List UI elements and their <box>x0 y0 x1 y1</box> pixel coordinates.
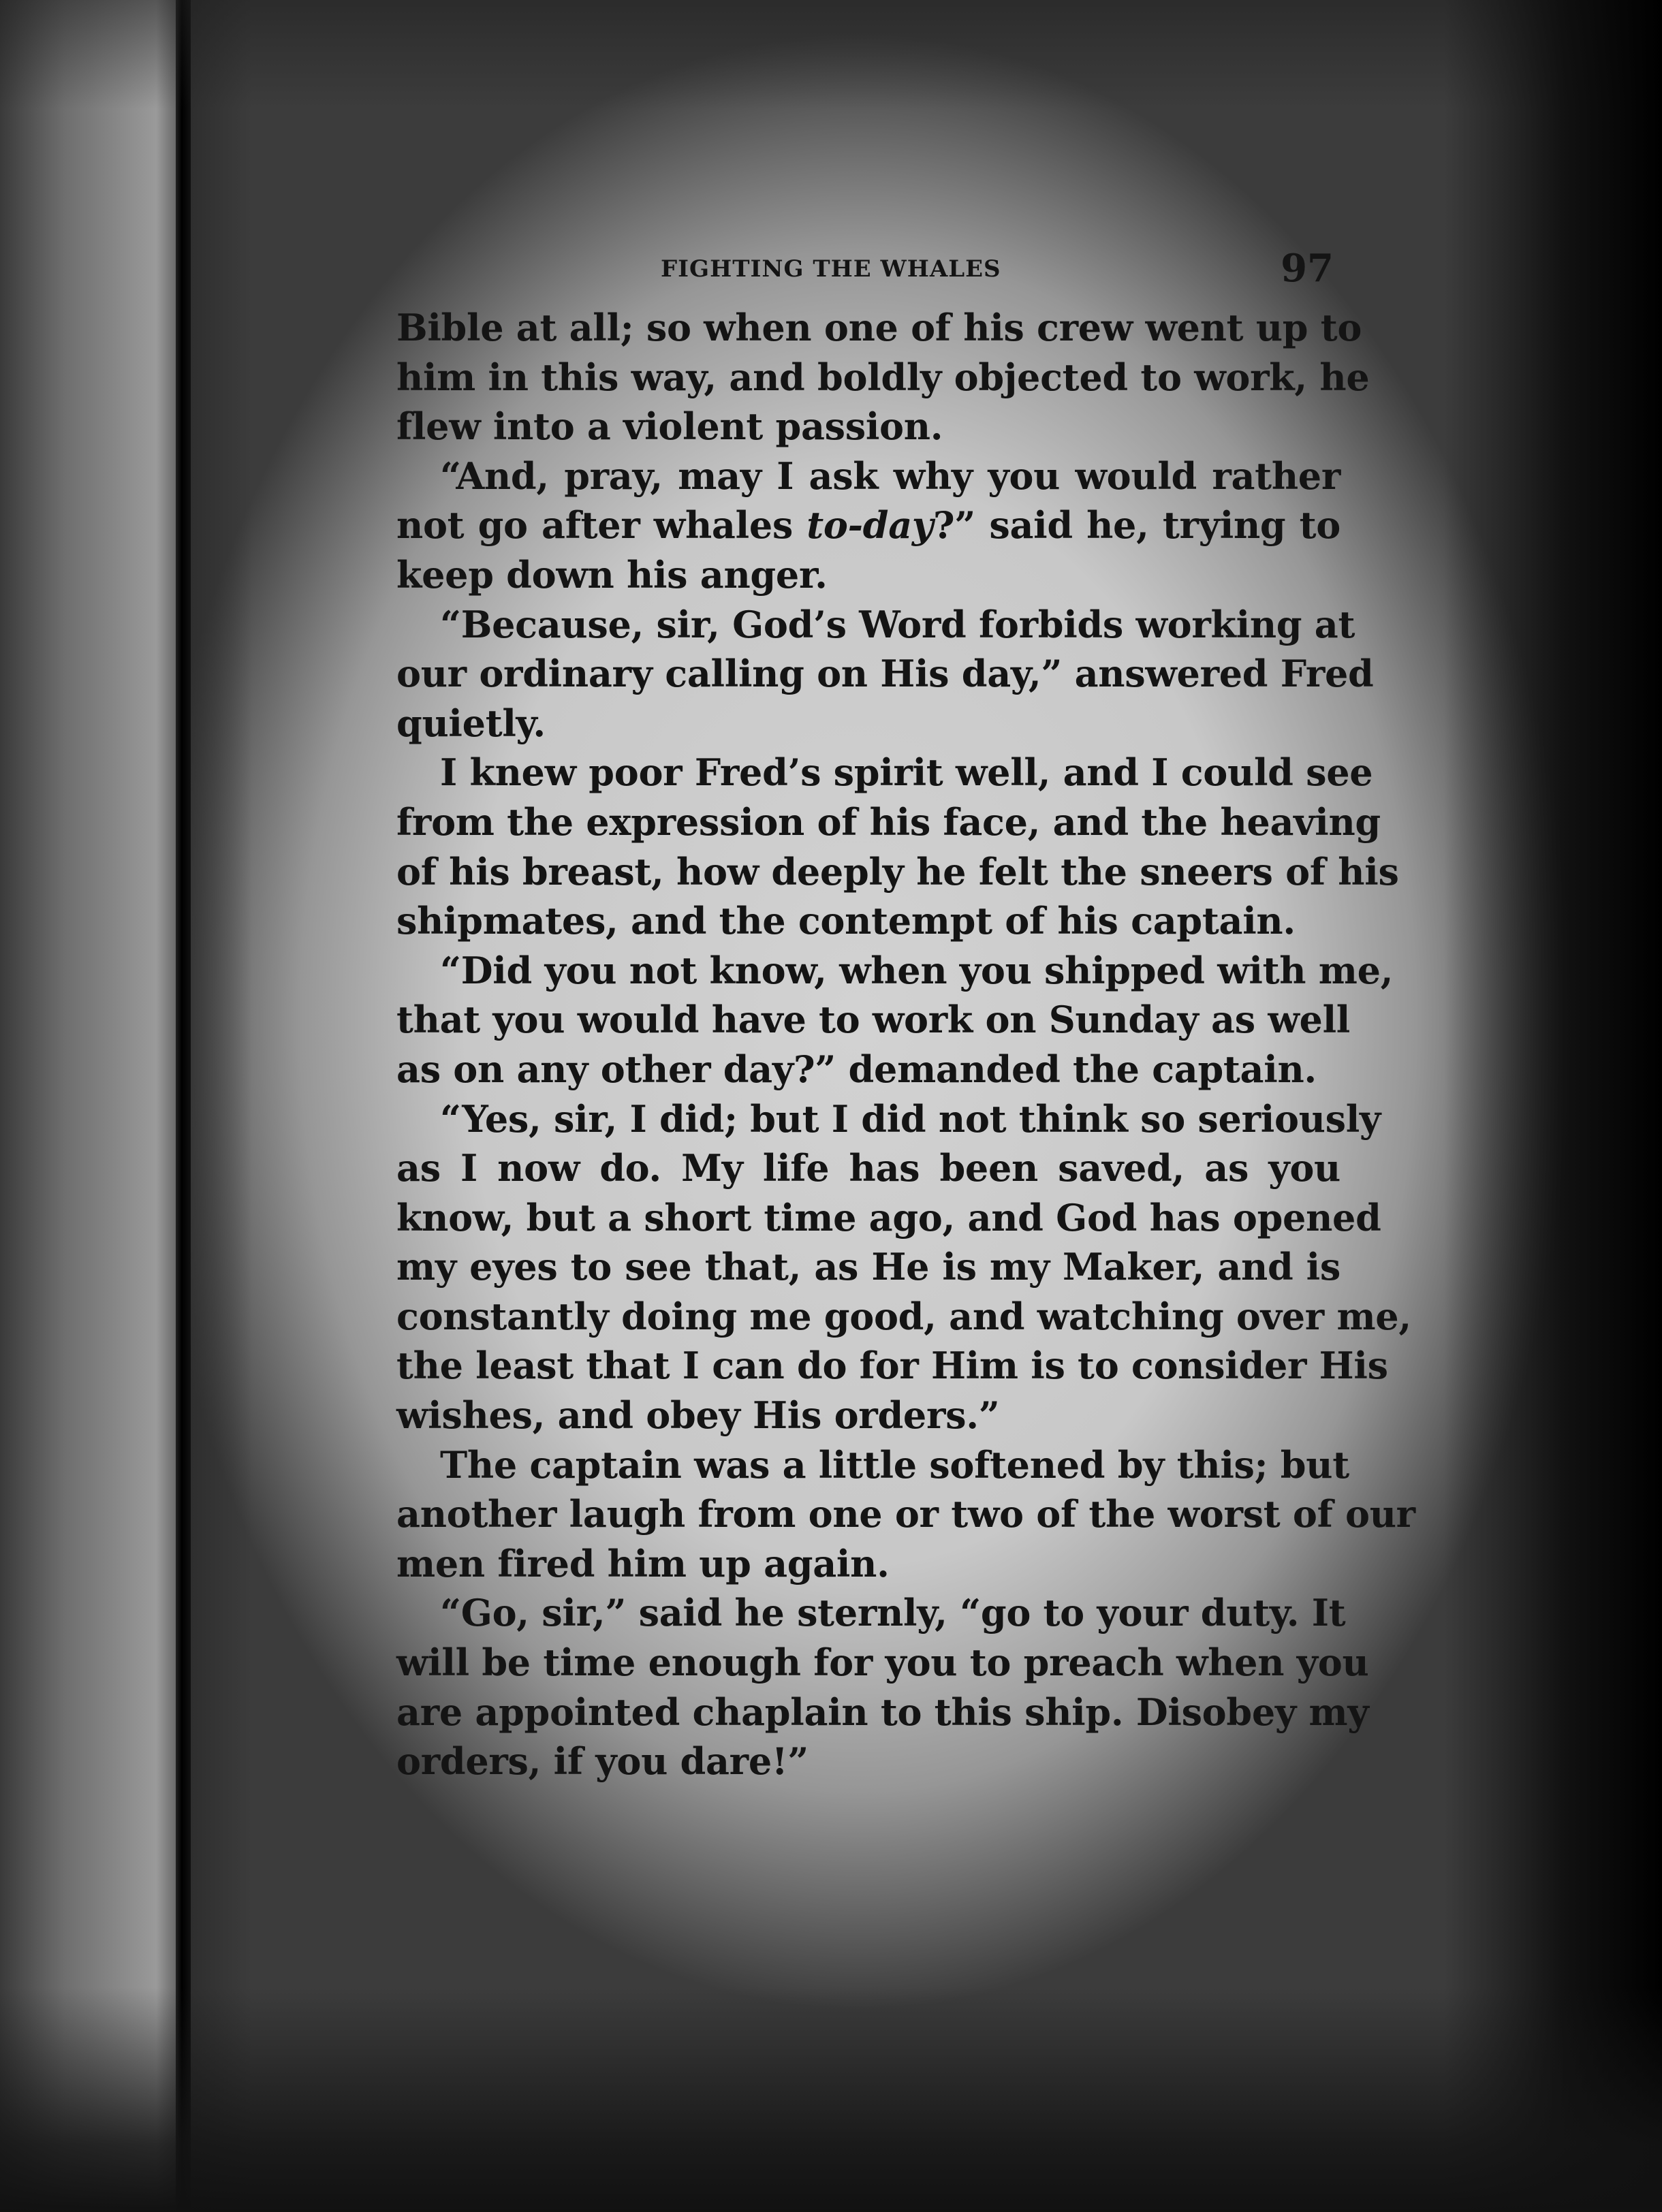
paragraph <box>396 452 1340 600</box>
text-line: quietly. <box>396 701 546 745</box>
italic-word: to-day <box>806 503 933 548</box>
text-line: constantly doing me good, and watching over me, <box>396 1294 1411 1338</box>
text-line: the least that I can do for Him is to consider His <box>396 1344 1388 1388</box>
text-line: “Go, sir,” said he sternly, “go to your duty. It <box>440 1591 1346 1635</box>
page-header <box>396 242 1340 303</box>
gutter-shadow <box>191 0 252 2212</box>
page-number: 97 <box>1281 246 1334 291</box>
right-shadow <box>1444 0 1662 2212</box>
text-line: are appointed chaplain to this ship. Disobey my <box>396 1690 1369 1734</box>
paragraph <box>396 303 1370 452</box>
text-line: of his breast, how deeply he felt the sneers of his <box>396 849 1399 894</box>
text-line: orders, if you dare!” <box>396 1739 809 1784</box>
text-line: my eyes to see that, as He is my Maker, and is <box>396 1245 1340 1289</box>
top-shadow <box>0 0 1662 109</box>
text-line: not go after whales to-day?” said he, trying to <box>396 503 1340 548</box>
binding-gutter <box>176 0 191 2212</box>
text-line: from the expression of his face, and the heaving <box>396 800 1381 844</box>
book-page <box>396 242 1415 1786</box>
text-line: wishes, and obey His orders.” <box>396 1393 1000 1438</box>
bottom-shadow <box>0 1987 1662 2212</box>
body-text <box>396 303 1415 1786</box>
paragraph <box>396 1588 1369 1786</box>
text-line: another laugh from one or two of the worst of our <box>396 1492 1415 1536</box>
text-line: “Did you not know, when you shipped with me, <box>440 948 1394 992</box>
text-line: men fired him up again. <box>396 1541 890 1585</box>
text-line: that you would have to work on Sunday as well <box>396 998 1351 1042</box>
text-line: keep down his anger. <box>396 552 828 597</box>
text-line: I knew poor Fred’s spirit well, and I could see <box>440 750 1373 795</box>
running-title: FIGHTING THE WHALES <box>661 255 1001 283</box>
text-line: The captain was a little softened by this; but <box>440 1442 1349 1487</box>
text-line: “And, pray, may I ask why you would rather <box>440 454 1340 498</box>
paragraph <box>396 1094 1411 1440</box>
text-line: “Because, sir, God’s Word forbids working at <box>440 602 1355 646</box>
text-line: know, but a short time ago, and God has opened <box>396 1195 1381 1239</box>
text-line: will be time enough for you to preach when you <box>396 1641 1369 1685</box>
paragraph <box>396 600 1374 748</box>
text-line: shipmates, and the contempt of his captain. <box>396 899 1296 943</box>
text-line: as I now do. My life has been saved, as you <box>396 1146 1340 1190</box>
text-line: “Yes, sir, I did; but I did not think so seriously <box>440 1096 1381 1141</box>
paragraph <box>396 946 1394 1094</box>
facing-page-edge <box>0 0 184 2212</box>
paragraph <box>396 748 1399 945</box>
text-line: our ordinary calling on His day,” answered Fred <box>396 652 1374 696</box>
text-line: flew into a violent passion. <box>396 405 943 449</box>
paragraph <box>396 1440 1415 1589</box>
text-line: Bible at all; so when one of his crew went up to <box>396 306 1362 349</box>
text-line: as on any other day?” demanded the captain. <box>396 1047 1317 1091</box>
text-line: him in this way, and boldly objected to work, he <box>396 355 1370 399</box>
